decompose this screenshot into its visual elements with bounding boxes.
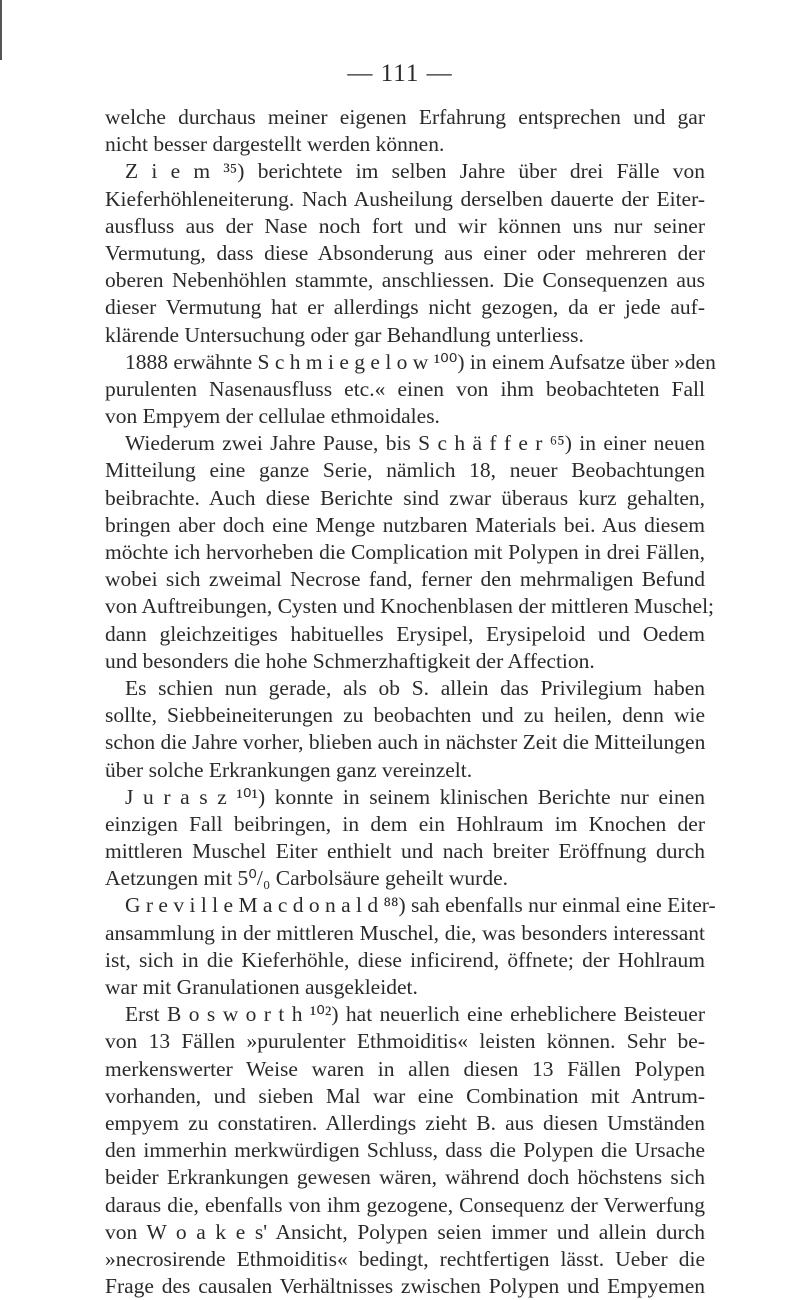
text-line: oberen Nebenhöhlen stammte, anschliessen. Die Consequenzen aus	[105, 268, 705, 293]
text-line: von Empyem der cellulae ethmoidales.	[105, 404, 440, 429]
text-line: wobei sich zweimal Necrose fand, ferner den mehrmaligen Befund	[105, 567, 705, 592]
text-line: von 13 Fällen »purulenter Ethmoiditis« leisten können. Sehr be-	[105, 1029, 705, 1054]
text-line: dann gleichzeitiges habituelles Erysipel, Erysipeloid und Oedem	[105, 621, 705, 646]
text-line: einzigen Fall beibringen, in dem ein Hohlraum im Knochen der	[105, 811, 705, 836]
text-line: dieser Vermutung hat er allerdings nicht gezogen, da er jede auf-	[105, 295, 705, 320]
text-line: ist, sich in die Kieferhöhle, diese inficirend, öffnete; der Hohlraum	[105, 947, 705, 972]
text-line: Es schien nun gerade, als ob S. allein das Privilegium haben	[125, 675, 705, 700]
text-line: vorhanden, und sieben Mal war eine Combination mit Antrum-	[105, 1083, 705, 1108]
text-line: klärende Untersuchung oder gar Behandlung unterliess.	[105, 322, 584, 347]
text-line: beibrachte. Auch diese Berichte sind zwar überaus kurz gehalten,	[105, 485, 705, 510]
text-line: von W o a k e s' Ansicht, Polypen seien immer und allein durch	[105, 1219, 705, 1244]
text-line: von Auftreibungen, Cysten und Knochenblasen der mittleren Muschel;	[105, 594, 715, 619]
text-line: purulenten Nasenausfluss etc.« einen von ihm beobachteten Fall	[105, 376, 705, 401]
text-line: J u r a s z ¹⁰¹) konnte in seinem klinischen Berichte nur einen	[125, 784, 705, 809]
text-line: war mit Granulationen ausgekleidet.	[105, 975, 418, 999]
text-line: schon die Jahre vorher, blieben auch in nächster Zeit die Mitteilungen	[105, 730, 706, 755]
text-line: beider Erkrankungen gewesen wären, während doch höchstens sich	[105, 1165, 705, 1190]
text-line: sollte, Siebbeineiterungen zu beobachten und zu heilen, denn wie	[105, 703, 705, 728]
text-line: G r e v i l l e M a c d o n a l d ⁸⁸) sah ebenfalls nur einmal eine Eiter-	[125, 893, 716, 918]
text-line: welche durchaus meiner eigenen Erfahrung entsprechen und gar	[105, 105, 705, 129]
text-line: Wiederum zwei Jahre Pause, bis S c h ä f f e r ⁶⁵) in einer neuen	[125, 431, 705, 456]
text-line: Erst B o s w o r t h ¹⁰²) hat neuerlich eine erheblichere Beisteuer	[125, 1002, 705, 1027]
text-line: bringen aber doch eine Menge nutzbaren Materials bei. Aus diesem	[105, 512, 705, 537]
page-edge-line	[0, 0, 2, 60]
text-line: über solche Erkrankungen ganz vereinzelt.	[105, 757, 473, 782]
text-line: mittleren Muschel Eiter enthielt und nach breiter Eröffnung durch	[105, 839, 705, 864]
text-line: empyem zu constatiren. Allerdings zieht B. aus diesen Umständen	[105, 1110, 705, 1135]
page-header: — 111 —	[347, 60, 453, 87]
text-line: 1888 erwähnte S c h m i e g e l o w ¹⁰⁰) in einem Aufsatze über »den	[125, 349, 716, 374]
text-line: den immerhin merkwürdigen Schluss, dass die Polypen die Ursache	[105, 1138, 705, 1163]
text-line: Frage des causalen Verhältnisses zwischen Polypen und Empyemen	[105, 1274, 705, 1299]
text-line: möchte ich hervorheben die Complication mit Polypen in drei Fällen,	[105, 540, 705, 564]
text-line: Mitteilung eine ganze Serie, nämlich 18, neuer Beobachtungen	[105, 458, 705, 483]
text-line: daraus die, ebenfalls von ihm gezogene, Consequenz der Verwerfung	[105, 1192, 705, 1217]
text-line: und besonders die hohe Schmerzhaftigkeit der Affection.	[105, 648, 595, 673]
text-line: Aetzungen mit 5⁰/₀ Carbolsäure geheilt wurde.	[105, 866, 508, 891]
text-line: ausfluss aus der Nase noch fort und wir können uns nur seiner	[105, 213, 705, 238]
text-line: »necrosirende Ethmoiditis« bedingt, rechtfertigen lässt. Ueber die	[105, 1246, 705, 1271]
text-line: ansammlung in der mittleren Muschel, die, was besonders interessant	[105, 920, 705, 945]
text-line: Vermutung, dass diese Absonderung aus einer oder mehreren der	[105, 240, 705, 265]
body-text	[105, 104, 716, 1300]
text-line: Z i e m ³⁵) berichtete im selben Jahre über drei Fälle von	[125, 159, 705, 184]
text-line: nicht besser dargestellt werden können.	[105, 132, 445, 157]
text-line: merkenswerter Weise waren in allen diesen 13 Fällen Polypen	[105, 1056, 705, 1081]
text-line: Kieferhöhleneiterung. Nach Ausheilung derselben dauerte der Eiter-	[105, 186, 705, 211]
